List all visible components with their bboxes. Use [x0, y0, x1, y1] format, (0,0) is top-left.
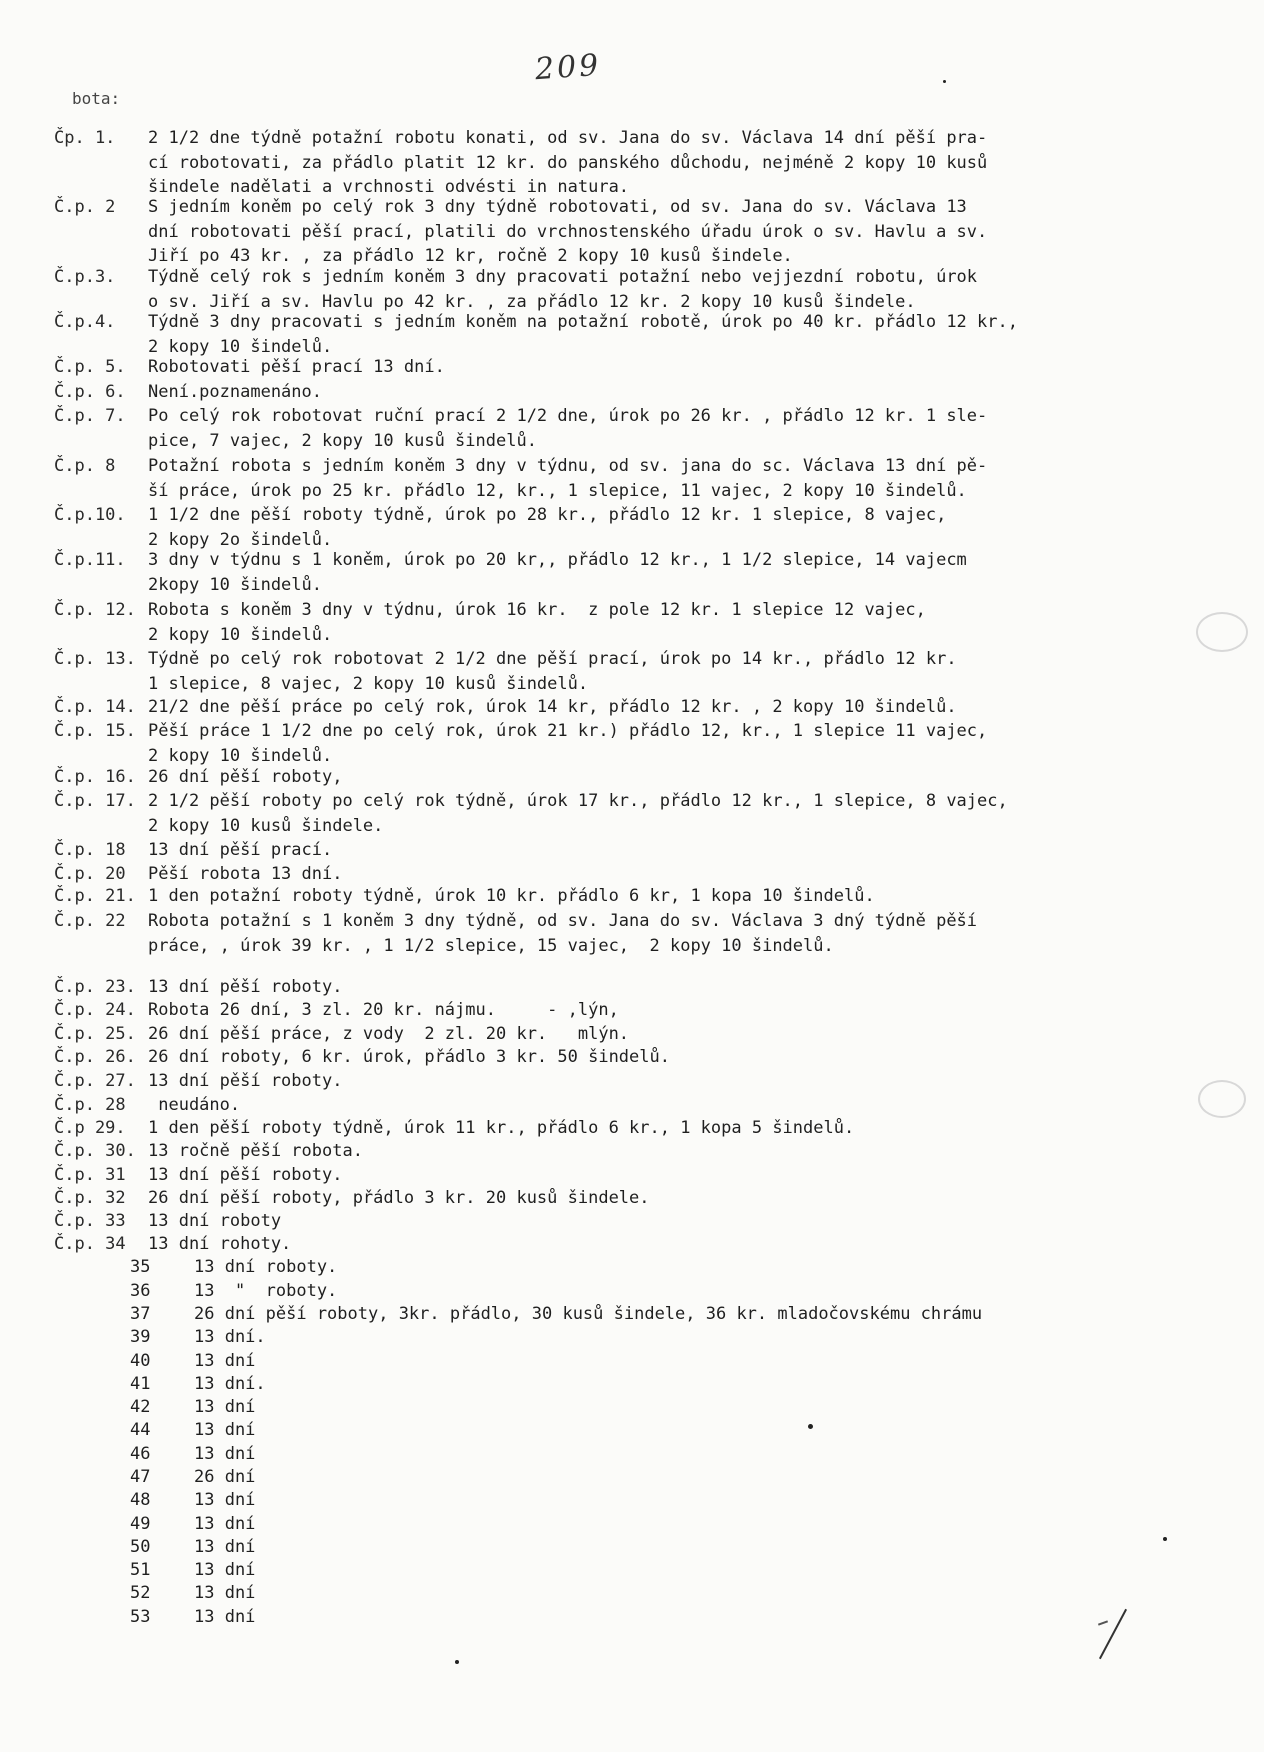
entry-label: Č.p. 8	[54, 456, 116, 476]
entry-text-line: 2 kopy 10 šindelů.	[148, 336, 333, 357]
handwritten-tick-mark	[1098, 1620, 1108, 1625]
ink-dot	[1163, 1537, 1167, 1541]
entry-label: Č.p. 24.	[54, 1000, 136, 1020]
entry-text-line: 1 1/2 dne pěší roboty týdně, úrok po 28 kr., přádlo 12 kr. 1 slepice, 8 vajec,	[148, 505, 947, 525]
handwritten-slash-mark	[1099, 1609, 1127, 1659]
entry-text-line: Není.poznamenáno.	[148, 382, 322, 402]
entry-label: Č.p. 18	[54, 840, 126, 860]
handwritten-page-number: 209	[533, 47, 603, 88]
entry-text-line: 13 ročně pěší robota.	[148, 1141, 363, 1161]
ink-dot	[943, 80, 946, 83]
numbered-row	[54, 1418, 255, 1443]
entry-text-line: Potažní robota s jedním koněm 3 dny v týdnu, od sv. jana do sc. Václava 13 dní pě-	[148, 456, 988, 476]
numbered-row	[54, 1372, 266, 1397]
numbered-row	[54, 1302, 982, 1327]
entry-row	[54, 838, 332, 863]
entry-row	[54, 1069, 342, 1094]
entry-row	[54, 404, 987, 453]
entry-row	[54, 647, 957, 696]
entry-text-line: Týdně celý rok s jedním koněm 3 dny pracovati potažní nebo vejjezdní robotu, úrok	[148, 267, 978, 287]
entry-row	[54, 454, 987, 503]
house-number: 36	[130, 1281, 151, 1301]
entry-label: Č.p. 12.	[54, 600, 136, 620]
entry-row	[54, 862, 342, 887]
entry-text-line: Robota potažní s 1 koněm 3 dny týdně, od sv. Jana do sv. Václava 3 dný týdně pěší	[148, 911, 978, 931]
entry-text-line: 13 dní	[194, 1397, 256, 1417]
entry-row	[54, 310, 1018, 359]
entry-row	[54, 503, 946, 552]
entry-text-line: 13 dní pěší roboty.	[148, 977, 343, 997]
entry-label: Č.p. 21.	[54, 886, 136, 906]
entry-row	[54, 1116, 854, 1141]
entry-label: Č.p. 16.	[54, 767, 136, 787]
entry-label: Č.p. 34	[54, 1234, 126, 1254]
entry-text-line: 13 dní pěší prací.	[148, 840, 333, 860]
section-heading: bota:	[72, 89, 121, 108]
entry-text-line: 21/2 dne pěší práce po celý rok, úrok 14 kr, přádlo 12 kr. , 2 kopy 10 šindelů.	[148, 697, 957, 717]
entry-label: Č.p. 22	[54, 911, 126, 931]
entry-label: Č.p.11.	[54, 550, 126, 570]
numbered-row	[54, 1558, 255, 1583]
entry-text-line: 26 dní pěší roboty, 3kr. přádlo, 30 kusů šindele, 36 kr. mladočovskému chrámu	[194, 1304, 983, 1324]
numbered-row	[54, 1279, 337, 1304]
punch-hole-shadow	[1196, 612, 1248, 652]
entry-row	[54, 1232, 291, 1257]
numbered-row	[54, 1605, 255, 1630]
entry-label: Č.p. 28	[54, 1095, 126, 1115]
numbered-row	[54, 1255, 337, 1280]
entry-label: Č.p. 27.	[54, 1071, 136, 1091]
entry-text-line: 13 dní	[194, 1607, 256, 1627]
entry-row	[54, 1209, 281, 1234]
entry-row	[54, 1022, 629, 1047]
entry-text-line: 2 kopy 10 šindelů.	[148, 624, 333, 645]
entry-text-line: 26 dní pěší roboty,	[148, 767, 343, 787]
entry-label: Č.p. 15.	[54, 721, 136, 741]
entry-label: Č.p. 7.	[54, 406, 126, 426]
entry-text-line: Robota s koněm 3 dny v týdnu, úrok 16 kr. z pole 12 kr. 1 slepice 12 vajec,	[148, 600, 926, 620]
house-number: 53	[130, 1607, 151, 1627]
entry-text-line: o sv. Jiří a sv. Havlu po 42 kr. , za přádlo 12 kr. 2 kopy 10 kusů šindele.	[148, 291, 916, 312]
entry-row	[54, 789, 1008, 838]
entry-text-line: ší práce, úrok po 25 kr. přádlo 12, kr., 1 slepice, 11 vajec, 2 kopy 10 šindelů.	[148, 480, 967, 501]
entry-text-line: 13 dní roboty	[148, 1211, 282, 1231]
entry-row	[54, 765, 342, 790]
entry-text-line: Týdně po celý rok robotovat 2 1/2 dne pěší prací, úrok po 14 kr., přádlo 12 kr.	[148, 649, 957, 669]
numbered-row	[54, 1512, 255, 1537]
entry-label: Č.p. 23.	[54, 977, 136, 997]
numbered-row	[54, 1325, 266, 1350]
entry-text-line: 26 dní	[194, 1467, 256, 1487]
entry-row	[54, 695, 957, 720]
entry-text-line: 2 kopy 10 kusů šindele.	[148, 815, 384, 836]
house-number: 37	[130, 1304, 151, 1324]
ink-dot	[808, 1424, 813, 1429]
entry-label: Č.p.10.	[54, 505, 126, 525]
entry-text-line: neudáno.	[148, 1095, 241, 1115]
entry-row	[54, 126, 987, 200]
entry-text-line: Po celý rok robotovat ruční prací 2 1/2 dne, úrok po 26 kr. , přádlo 12 kr. 1 sle-	[148, 406, 988, 426]
house-number: 35	[130, 1257, 151, 1277]
entry-text-line: pice, 7 vajec, 2 kopy 10 kusů šindelů.	[148, 430, 537, 451]
house-number: 49	[130, 1514, 151, 1534]
ink-dot	[455, 1660, 459, 1664]
entry-text-line: 13 dní	[194, 1490, 256, 1510]
entry-text-line: 2 kopy 2o šindelů.	[148, 529, 333, 550]
entry-text-line: Robotovati pěší prací 13 dní.	[148, 357, 445, 377]
entry-row	[54, 598, 926, 647]
numbered-row	[54, 1349, 255, 1374]
numbered-row	[54, 1442, 255, 1467]
entry-row	[54, 909, 977, 958]
entry-label: Č.p.4.	[54, 312, 116, 332]
house-number: 48	[130, 1490, 151, 1510]
entry-text-line: 13 dní.	[194, 1374, 266, 1394]
house-number: 40	[130, 1351, 151, 1371]
entry-label: Čp. 1.	[54, 128, 116, 148]
house-number: 46	[130, 1444, 151, 1464]
entry-row	[54, 975, 342, 1000]
entry-text-line: 13 dní	[194, 1514, 256, 1534]
entry-text-line: 13 " roboty.	[194, 1281, 338, 1301]
entry-label: Č.p. 33	[54, 1211, 126, 1231]
entry-text-line: 13 dní	[194, 1537, 256, 1557]
entry-label: Č.p. 31	[54, 1165, 126, 1185]
house-number: 41	[130, 1374, 151, 1394]
entry-text-line: 13 dní roboty.	[194, 1257, 338, 1277]
numbered-row	[54, 1581, 255, 1606]
entry-text-line: 13 dní rohoty.	[148, 1234, 292, 1254]
entry-label: Č.p. 13.	[54, 649, 136, 669]
entry-label: Č.p. 14.	[54, 697, 136, 717]
entry-text-line: 13 dní	[194, 1444, 256, 1464]
entry-text-line: 26 dní roboty, 6 kr. úrok, přádlo 3 kr. 50 šindelů.	[148, 1047, 670, 1067]
entry-label: Č.p. 20	[54, 864, 126, 884]
entry-text-line: 13 dní	[194, 1583, 256, 1603]
entry-label: Č.p. 30.	[54, 1141, 136, 1161]
entry-row	[54, 355, 445, 380]
entry-label: Č.p. 2	[54, 197, 116, 217]
entry-label: Č.p. 32	[54, 1188, 126, 1208]
house-number: 44	[130, 1420, 151, 1440]
entry-row	[54, 884, 875, 909]
entry-text-line: 2kopy 10 šindelů.	[148, 574, 322, 595]
numbered-row	[54, 1395, 255, 1420]
numbered-row	[54, 1465, 255, 1490]
entry-text-line: S jedním koněm po celý rok 3 dny týdně robotovati, od sv. Jana do sv. Václava 13	[148, 197, 967, 217]
entry-label: Č.p. 25.	[54, 1024, 136, 1044]
entry-text-line: 13 dní	[194, 1420, 256, 1440]
entry-text-line: Pěší práce 1 1/2 dne po celý rok, úrok 21 kr.) přádlo 12, kr., 1 slepice 11 vajec,	[148, 721, 988, 741]
entry-text-line: 3 dny v týdnu s 1 koněm, úrok po 20 kr,, přádlo 12 kr., 1 1/2 slepice, 14 vajecm	[148, 550, 967, 570]
entry-text-line: 1 den pěší roboty týdně, úrok 11 kr., přádlo 6 kr., 1 kopa 5 šindelů.	[148, 1118, 855, 1138]
entry-text-line: 13 dní pěší roboty.	[148, 1071, 343, 1091]
entry-text-line: 1 den potažní roboty týdně, úrok 10 kr. přádlo 6 kr, 1 kopa 10 šindelů.	[148, 886, 875, 906]
entry-label: Č.p. 17.	[54, 791, 136, 811]
entry-label: Č.p. 26.	[54, 1047, 136, 1067]
entry-text-line: 2 kopy 10 šindelů.	[148, 745, 333, 766]
entry-row	[54, 1093, 240, 1118]
entry-row	[54, 998, 619, 1023]
entry-text-line: šindele nadělati a vrchnosti odvésti in natura.	[148, 177, 630, 197]
entry-text-line: 2 1/2 dne týdně potažní robotu konati, od sv. Jana do sv. Václava 14 dní pěší pra-	[148, 128, 988, 148]
entry-row	[54, 265, 977, 314]
entry-label: Č.p.3.	[54, 267, 116, 287]
punch-hole-shadow	[1198, 1080, 1246, 1118]
entry-row	[54, 719, 987, 768]
entry-text-line: 26 dní pěší roboty, přádlo 3 kr. 20 kusů šindele.	[148, 1188, 650, 1208]
house-number: 39	[130, 1327, 151, 1347]
entry-row	[54, 380, 322, 405]
entry-row	[54, 195, 987, 269]
numbered-row	[54, 1535, 255, 1560]
entry-row	[54, 548, 967, 597]
house-number: 42	[130, 1397, 151, 1417]
entry-text-line: práce, , úrok 39 kr. , 1 1/2 slepice, 15 vajec, 2 kopy 10 šindelů.	[148, 935, 834, 956]
entry-label: Č.p. 5.	[54, 357, 126, 377]
entry-text-line: cí robotovati, za přádlo platit 12 kr. do panského důchodu, nejméně 2 kopy 10 kusů	[148, 152, 988, 173]
entry-text-line: 13 dní	[194, 1560, 256, 1580]
house-number: 47	[130, 1467, 151, 1487]
entry-label: Č.p 29.	[54, 1118, 126, 1138]
entry-text-line: dní robotovati pěší prací, platili do vrchnostenského úřadu úrok o sv. Havlu a sv.	[148, 221, 988, 242]
entry-text-line: 13 dní.	[194, 1327, 266, 1347]
entry-text-line: 13 dní pěší roboty.	[148, 1165, 343, 1185]
entry-text-line: Robota 26 dní, 3 zl. 20 kr. nájmu. - ,lýn,	[148, 1000, 619, 1020]
entry-row	[54, 1163, 342, 1188]
entry-text-line: Pěší robota 13 dní.	[148, 864, 343, 884]
entry-text-line: 2 1/2 pěší roboty po celý rok týdně, úrok 17 kr., přádlo 12 kr., 1 slepice, 8 vajec,	[148, 791, 1008, 811]
house-number: 51	[130, 1560, 151, 1580]
entry-text-line: Týdně 3 dny pracovati s jedním koněm na potažní robotě, úrok po 40 kr. přádlo 12 kr.,	[148, 312, 1018, 332]
house-number: 50	[130, 1537, 151, 1557]
entry-row	[54, 1186, 650, 1211]
entry-text-line: 1 slepice, 8 vajec, 2 kopy 10 kusů šindelů.	[148, 673, 589, 694]
entry-label: Č.p. 6.	[54, 382, 126, 402]
house-number: 52	[130, 1583, 151, 1603]
entry-row	[54, 1045, 670, 1070]
entry-text-line: 13 dní	[194, 1351, 256, 1371]
entry-row	[54, 1139, 363, 1164]
entry-text-line: 26 dní pěší práce, z vody 2 zl. 20 kr. mlýn.	[148, 1024, 630, 1044]
entry-text-line: Jiří po 43 kr. , za přádlo 12 kr, ročně 2 kopy 10 kusů šindele.	[148, 246, 793, 266]
numbered-row	[54, 1488, 255, 1513]
